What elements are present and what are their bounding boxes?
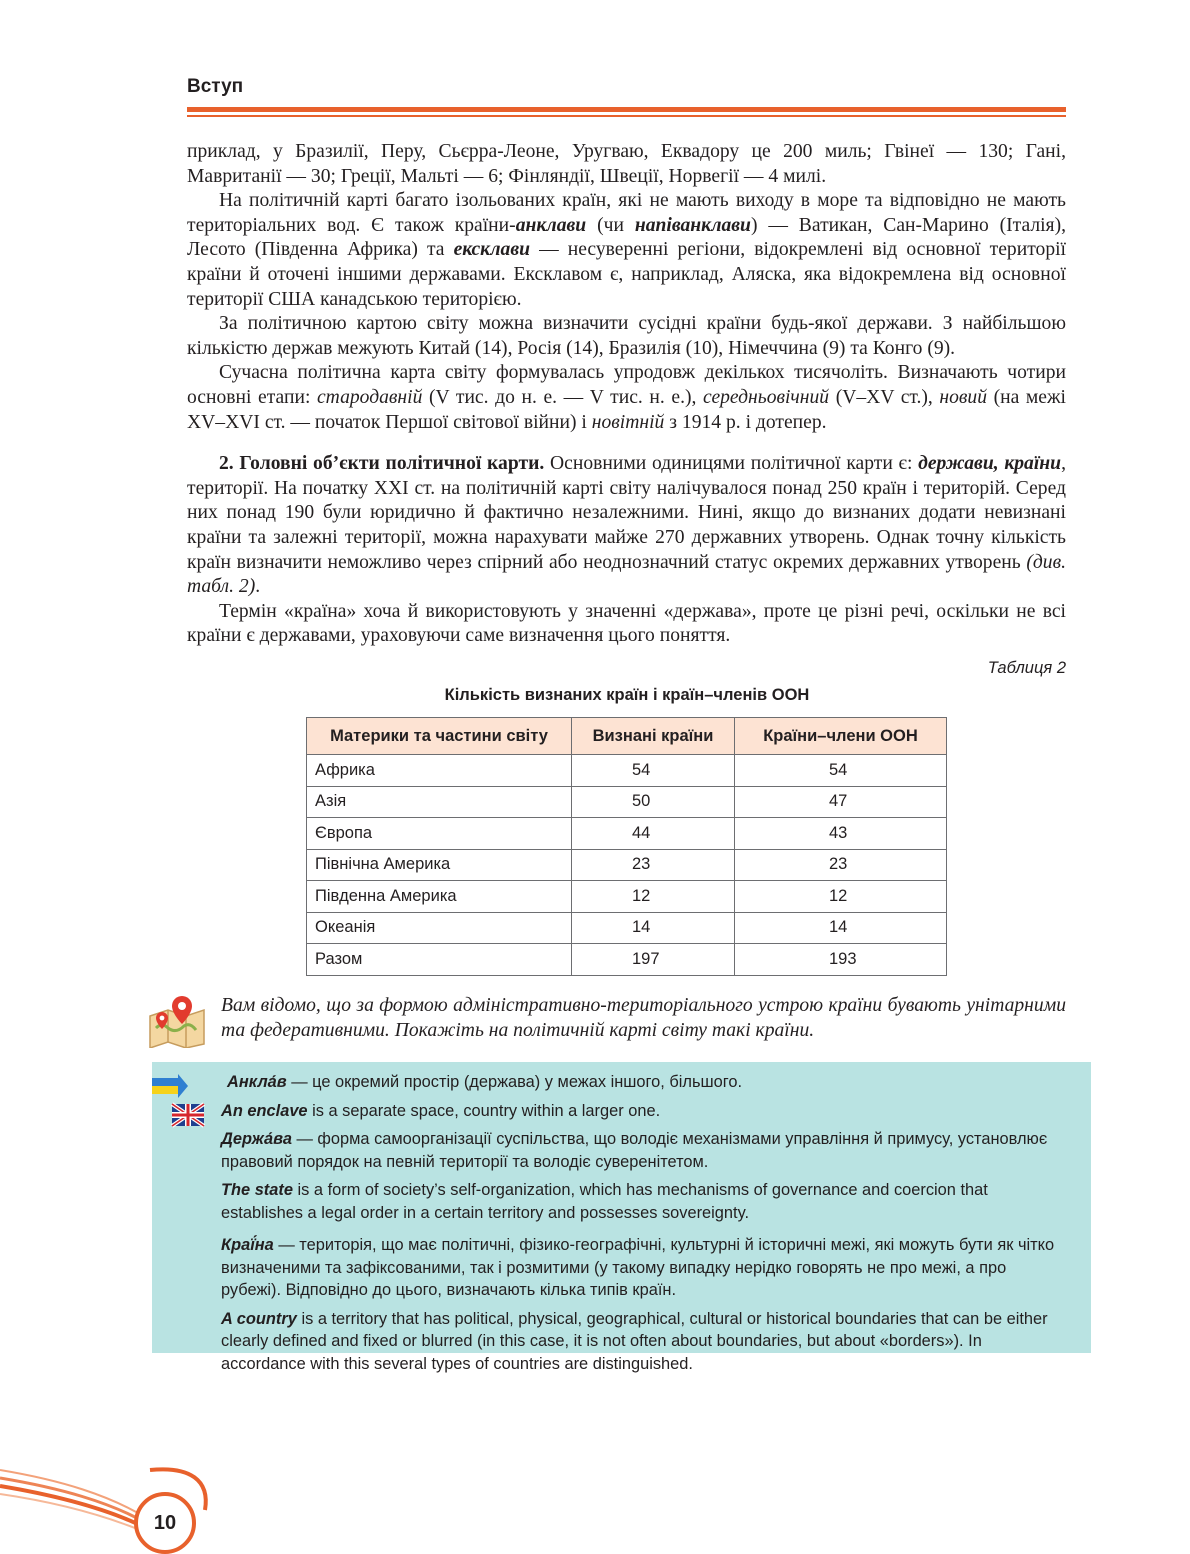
table-cell: Південна Америка <box>307 881 572 913</box>
table-row <box>307 786 947 818</box>
table-cell: 54 <box>735 755 947 787</box>
table-row <box>307 818 947 850</box>
era-medieval: середньовічний <box>703 386 830 408</box>
text-run: (на межі XV–XVI ст. — початок Першої світової війни) і <box>187 386 1066 433</box>
table-row <box>307 912 947 944</box>
glossary-definition: — територія, що має політичні, фізико-географічні, культурні й історичні межі, які можуть бути як чітко визначеними та зафіксованими, так і розмитими (у такому випадку нерідко говорять не про межі, а про рубежі). Відповідно до цього, визначають кілька типів країн. <box>221 1236 1055 1299</box>
countries-table <box>306 717 947 976</box>
table-cell: 50 <box>572 786 735 818</box>
glossary-definition: is a form of society’s self-organization, which has mechanisms of governance and coercion that establishes a legal order in a certain territory and possesses sovereignty. <box>221 1181 988 1222</box>
table-cell: 14 <box>572 912 735 944</box>
text-run: Основними одиницями політичної карти є: <box>544 453 919 475</box>
table-cell: 193 <box>735 944 947 976</box>
language-flags-icon <box>152 1074 206 1128</box>
table-cell: 23 <box>572 849 735 881</box>
header-rule-thin <box>187 115 1066 117</box>
glossary-text <box>221 1071 1066 1381</box>
era-newest: новітній <box>591 411 665 433</box>
table-cell: 23 <box>735 849 947 881</box>
glossary-entry <box>221 1308 1066 1376</box>
glossary-term: Анкла́в <box>227 1073 287 1091</box>
text-run: , території. На початку XXI ст. на політичній карті світу налічувалося понад 250 країн і територій. Серед них понад 190 були юридично й фактично незалежними. Нині, якщо до визнаних додати невизнані країни та залежні території, можна нарахувати майже 270 державних утворень. Однак точну кількість країн визначити неможливо через спірний або неоднозначний статус окремих державних утворень <box>187 453 1066 573</box>
tip-note: Вам відомо, що за формою адміністративно-територіального устрою країни бувають унітарними та федеративними. Покажіть на політичній карті світу такі країни. <box>221 995 1066 1041</box>
table-cell: Разом <box>307 944 572 976</box>
text-run: ) — Ватикан, Сан-Марино (Італія), Лесото (Південна Африка) та <box>187 214 1066 261</box>
era-new: новий <box>939 386 988 408</box>
paragraph-3: За політичною картою світу можна визначити сусідні країни будь-якої держави. З найбільшою кількістю держав межують Китай (14), Росія (14), Бразилія (10), Німеччина (9) та Конго (9). <box>187 313 1066 359</box>
table-cell: Азія <box>307 786 572 818</box>
table-cell: 47 <box>735 786 947 818</box>
table-row <box>307 881 947 913</box>
text-run: . <box>255 576 261 598</box>
table-cell: 197 <box>572 944 735 976</box>
header-rule-thick <box>187 107 1066 112</box>
table-label: Таблиця 2 <box>987 659 1066 677</box>
paragraph-6: Термін «країна» хоча й використовують у значенні «держава», проте це різні речі, оскільки не всі країни є державами, ураховуючи саме визначення цього поняття. <box>187 600 1066 647</box>
table-row <box>307 944 947 976</box>
paragraph-2 <box>187 189 1066 312</box>
text-run: з 1914 р. і дотепер. <box>664 411 827 433</box>
table-cell: Океанія <box>307 912 572 944</box>
table-row <box>307 755 947 787</box>
table-title: Кількість визнаних країн і країн–членів ООН <box>444 686 810 704</box>
glossary-entry <box>221 1179 1066 1224</box>
glossary-definition: is a separate space, country within a larger one. <box>307 1101 661 1120</box>
term-enclaves: анклави <box>515 214 587 236</box>
text-run: — несуверенні регіони, відокремлені від основної території країни й оточені іншими державами. Ексклавом є, наприклад, Аляска, яка відокремлена від основної території США канадською територією. <box>187 239 1066 310</box>
table-reference: (див. табл. 2) <box>187 551 1066 598</box>
table-cell: 12 <box>735 881 947 913</box>
paragraph-5 <box>187 452 1066 600</box>
term-semi-enclaves: напіванклави <box>634 214 751 236</box>
subsection-heading: 2. Головні об’єкти політичної карти. <box>219 453 545 475</box>
text-run: На політичній карті багато ізольованих країн, які не мають виходу в море та відповідно не мають територіальних вод. Є також країни- <box>187 190 1066 236</box>
glossary-definition: — форма самоорганізації суспільства, що володіє механізмами управління й примусу, установлює правовий порядок на певній території та володіє суверенітетом. <box>221 1130 1048 1171</box>
glossary-entry <box>221 1100 1066 1123</box>
glossary-term: Держа́ва <box>221 1130 292 1148</box>
glossary-entry <box>221 1071 1066 1094</box>
term-exclaves: ексклави <box>453 239 530 261</box>
term-states-countries: держави, країни <box>918 453 1062 475</box>
body-text <box>187 140 1066 649</box>
table-cell: 43 <box>735 818 947 850</box>
section-title: Вступ <box>187 76 244 97</box>
paragraph-1: приклад, у Бразилії, Перу, Сьєрра-Леоне, Уругваю, Еквадору це 200 миль; Гвінеї — 130; Гані, Мавританії — 30; Греції, Мальті — 6; Фінляндії, Швеції, Норвегії — 4 милі. <box>187 141 1066 187</box>
table-header-row <box>307 718 947 755</box>
glossary-entry <box>221 1128 1066 1173</box>
text-run: (чи <box>586 214 635 236</box>
table-cell: 54 <box>572 755 735 787</box>
glossary-entry <box>221 1234 1066 1302</box>
paragraph-4 <box>187 361 1066 435</box>
column-header: Визнані країни <box>572 718 735 755</box>
glossary-definition: is a territory that has political, physical, geographical, cultural or historical boundaries that can be either clearly defined and fixed or blurred (in this case, it is not often about boundaries, but about «borders»). In accordance with this several types of countries are distinguished. <box>221 1309 1048 1373</box>
column-header: Материки та частини світу <box>307 718 572 755</box>
table-cell: Європа <box>307 818 572 850</box>
map-pin-icon <box>146 994 214 1048</box>
page-number: 10 <box>134 1492 196 1554</box>
table-cell: 14 <box>735 912 947 944</box>
column-header: Країни–члени ООН <box>735 718 947 755</box>
text-run: Сучасна політична карта світу формувалась упродовж декількох тисячоліть. Визначають чотири основні етапи: <box>187 362 1066 408</box>
table-cell: Північна Америка <box>307 849 572 881</box>
glossary-term: A country <box>221 1309 297 1328</box>
table-cell: Африка <box>307 755 572 787</box>
glossary-term: Краї́на <box>221 1236 274 1254</box>
glossary-definition: — це окремий простір (держава) у межах іншого, більшого. <box>286 1073 743 1091</box>
text-run: (V–XV ст.), <box>829 386 940 408</box>
glossary-term: The state <box>221 1181 293 1199</box>
table-cell: 12 <box>572 881 735 913</box>
table-cell: 44 <box>572 818 735 850</box>
era-ancient: стародавній <box>316 386 423 408</box>
text-run: (V тис. до н. е. — V тис. н. е.), <box>422 386 703 408</box>
table-row <box>307 849 947 881</box>
glossary-term: An enclave <box>221 1101 308 1120</box>
